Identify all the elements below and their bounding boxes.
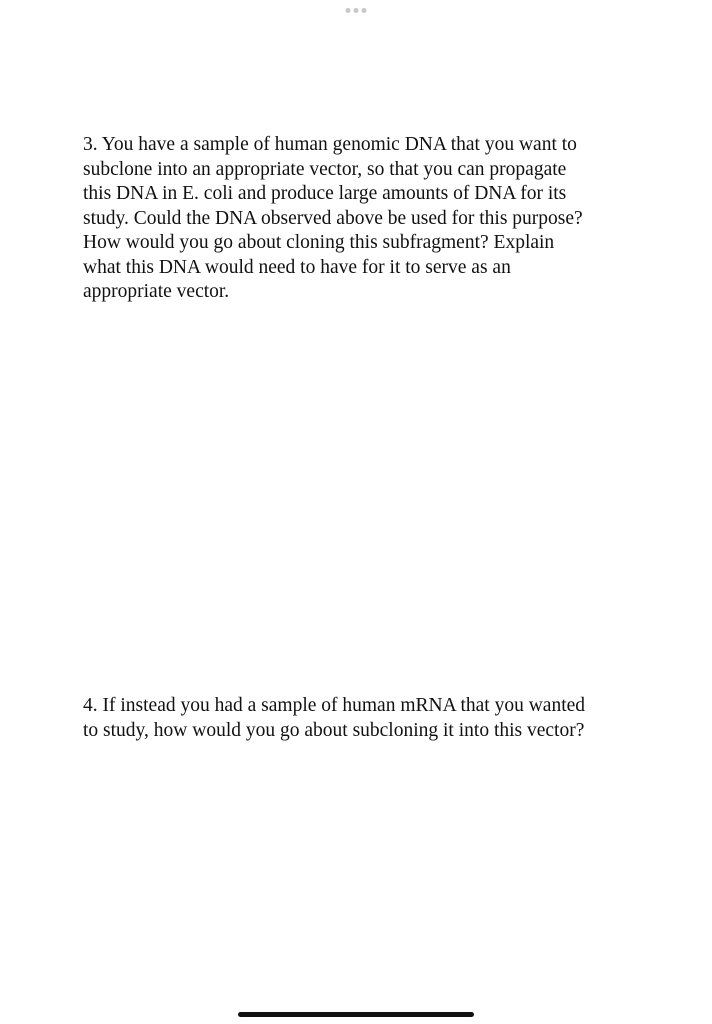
- more-options-icon[interactable]: [346, 8, 367, 13]
- question-4-text: [83, 694, 643, 743]
- question-line: appropriate vector.: [83, 281, 230, 302]
- question-line: this DNA in E. coli and produce large amounts of DNA for its: [83, 183, 567, 204]
- question-3-text: [83, 133, 643, 305]
- question-line: study. Could the DNA observed above be used for this purpose?: [83, 207, 583, 229]
- question-line: what this DNA would need to have for it to serve as an: [83, 256, 511, 278]
- question-line: subclone into an appropriate vector, so that you can propagate: [83, 158, 567, 180]
- home-indicator[interactable]: [238, 1012, 474, 1017]
- dot: [346, 8, 351, 13]
- question-line: 3. You have a sample of human genomic DNA that you want to: [83, 134, 577, 155]
- dot: [354, 8, 359, 13]
- question-line: How would you go about cloning this subfragment? Explain: [83, 232, 555, 253]
- dot: [362, 8, 367, 13]
- question-line: 4. If instead you had a sample of human mRNA that you wanted: [83, 695, 586, 716]
- question-line: to study, how would you go about subcloning it into this vector?: [83, 719, 585, 741]
